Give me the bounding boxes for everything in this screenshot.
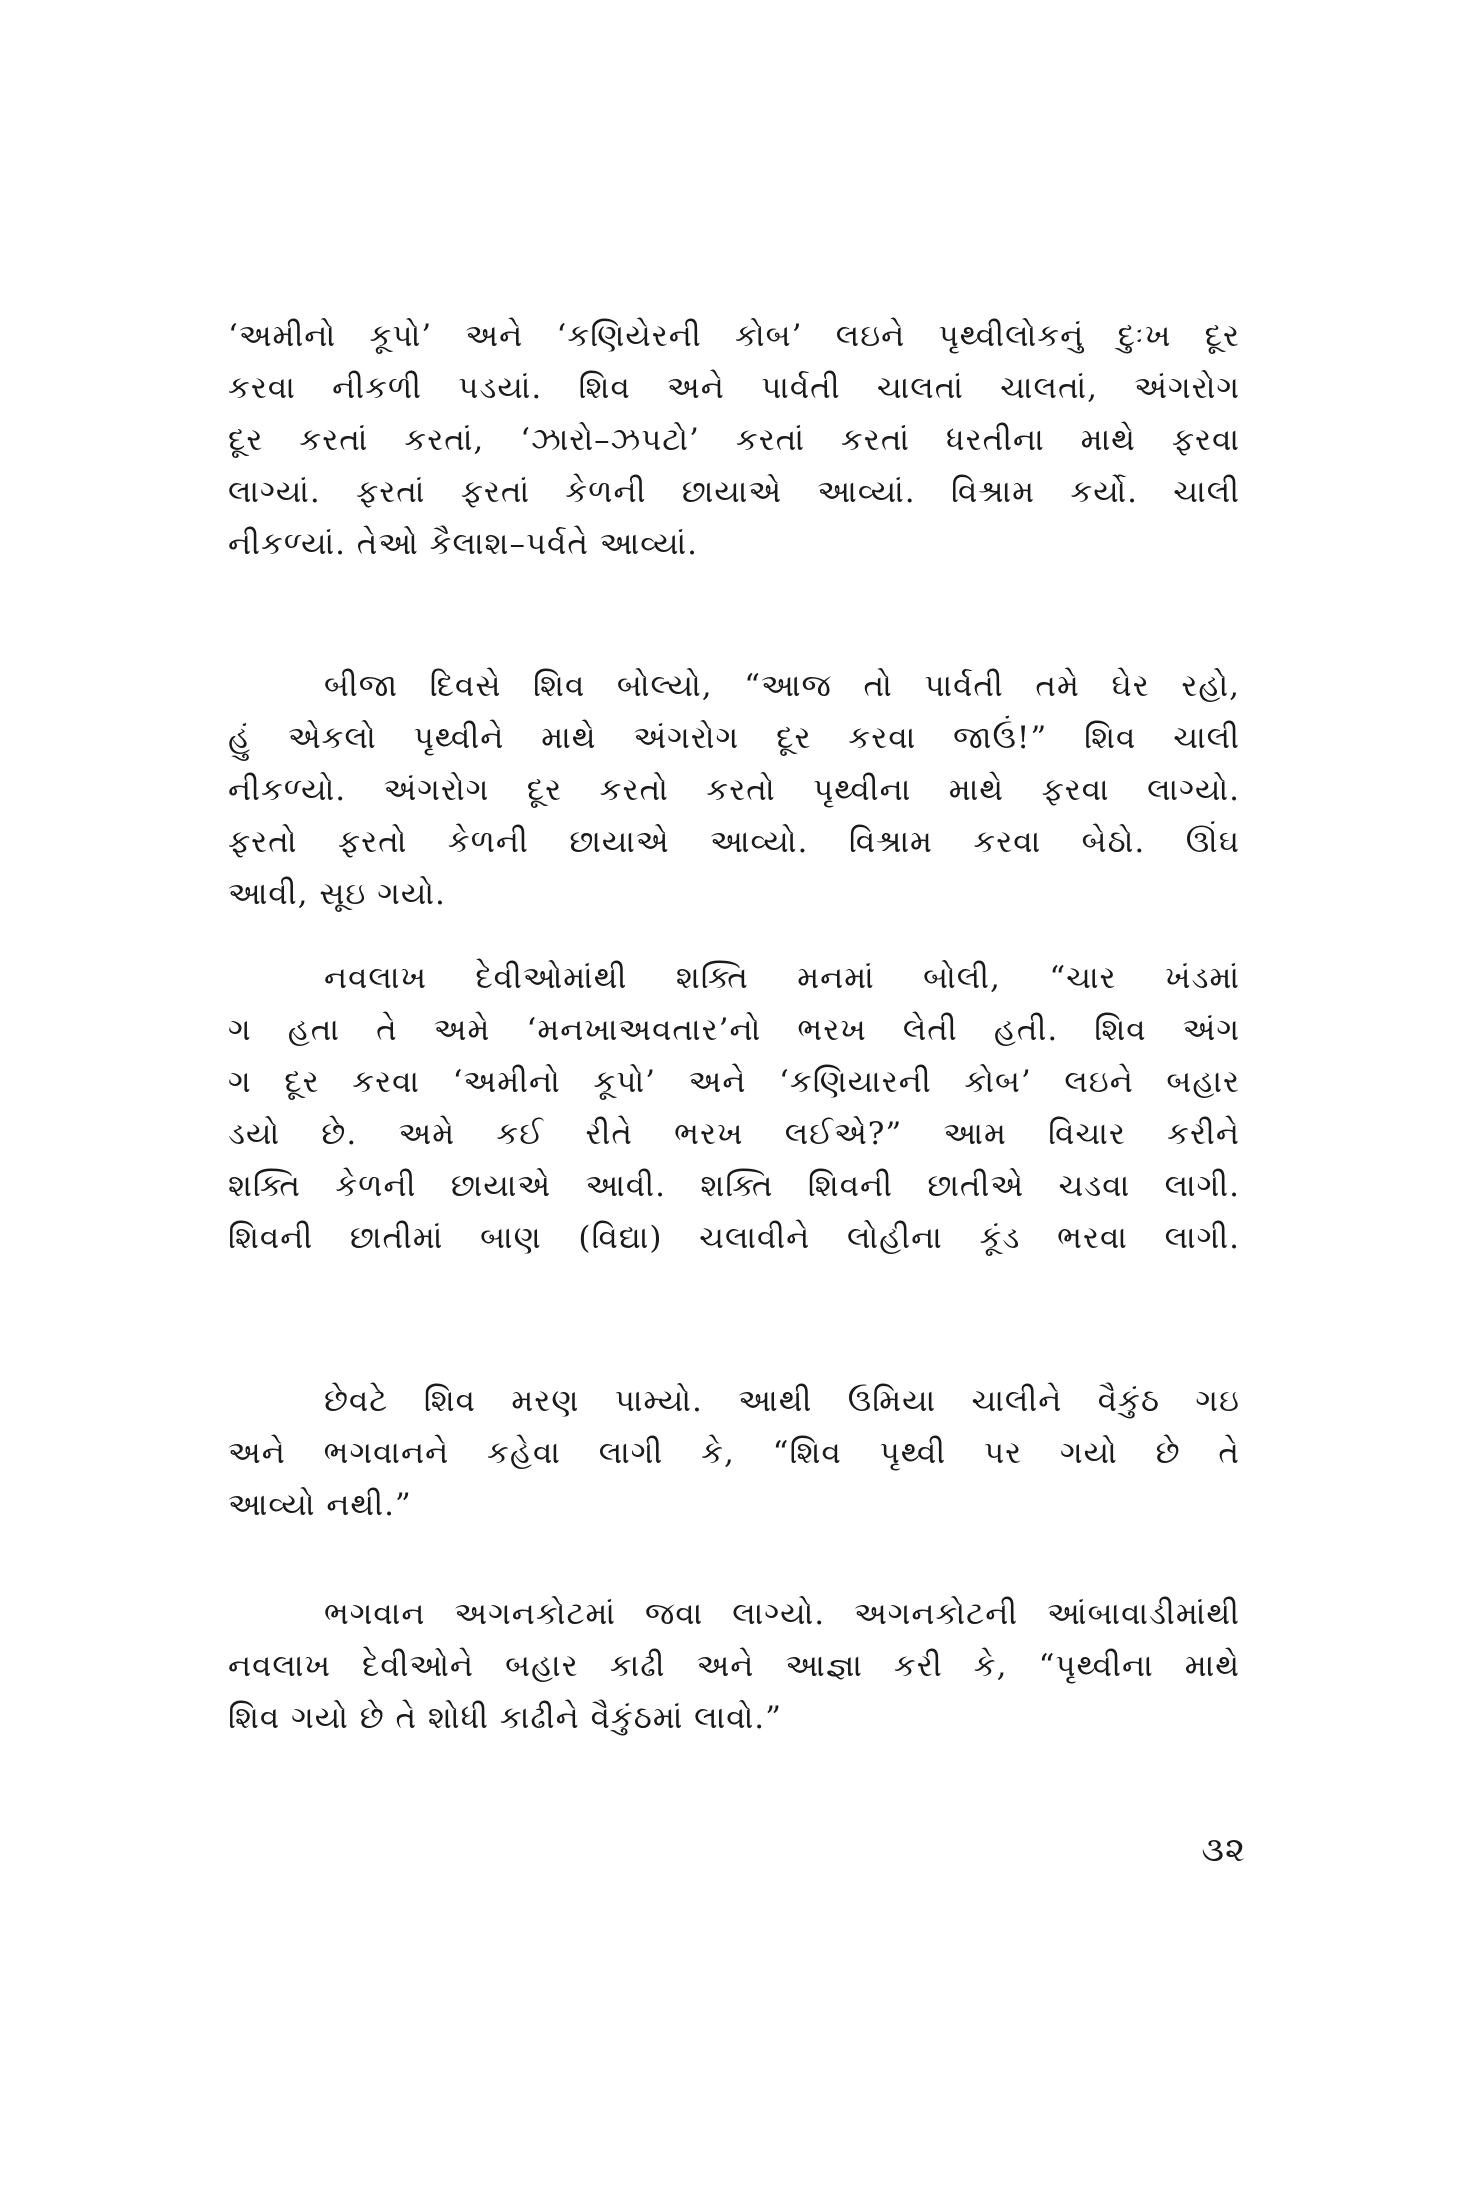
paragraph-line: ફરતો ફરતો કેળની છાયાએ આવ્યો. વિશ્રામ કરવા બેઠો. ઊંઘ	[228, 824, 1240, 860]
paragraph-line: દૂર કરતાં કરતાં, ‘ઝારો–ઝપટો’ કરતાં કરતાં ધરતીના માથે ફરવા	[228, 422, 1240, 458]
paragraph-line: આવ્યો નથી.”	[228, 1487, 412, 1523]
page-number: ૩૨	[1201, 1830, 1246, 1870]
paragraph-2	[228, 660, 1240, 920]
paragraph-3	[228, 952, 1240, 1264]
paragraph-4	[228, 1375, 1240, 1531]
paragraph-1	[228, 310, 1240, 570]
paragraph-line: લાગ્યાં. ફરતાં ફરતાં કેળની છાયાએ આવ્યાં. વિશ્રામ કર્યો. ચાલી	[228, 474, 1240, 510]
paragraph-line: અને ભગવાનને કહેવા લાગી કે, “શિવ પૃથ્વી પર ગયો છે તે	[228, 1435, 1240, 1471]
paragraph-line: નીકળ્યો. અંગરોગ દૂર કરતો કરતો પૃથ્વીના માથે ફરવા લાગ્યો.	[228, 772, 1240, 808]
paragraph-line: શક્તિ કેળની છાયાએ આવી. શક્તિ શિવની છાતીએ ચડવા લાગી.	[228, 1168, 1240, 1204]
paragraph-5	[228, 1588, 1240, 1744]
paragraph-line: શિવની છાતીમાં બાણ (વિદ્યા) ચલાવીને લોહીના કૂંડ ભરવા લાગી.	[228, 1220, 1240, 1256]
paragraph-line: કરવા નીકળી પડયાં. શિવ અને પાર્વતી ચાલતાં ચાલતાં, અંગરોગ	[228, 370, 1240, 406]
paragraph-line: નવલાખ દેવીઓને બહાર કાઢી અને આજ્ઞા કરી કે, “પૃથ્વીના માથે	[228, 1648, 1240, 1684]
paragraph-line: ગ દૂર કરવા ‘અમીનો કૂપો’ અને ‘કણિયારની કોબ’ લઇને બહાર	[228, 1064, 1240, 1100]
paragraph-line: નવલાખ દેવીઓમાંથી શક્તિ મનમાં બોલી, “ચાર ખંડમાં	[324, 960, 1240, 996]
paragraph-line: આવી, સૂઇ ગયો.	[228, 876, 446, 912]
paragraph-line: ગ હતા તે અમે ‘મનખાઅવતાર’નો ભરખ લેતી હતી. શિવ અંગ	[228, 1012, 1240, 1048]
paragraph-line: ‘અમીનો કૂપો’ અને ‘કણિયેરની કોબ’ લઇને પૃથ્વીલોકનું દુઃખ દૂર	[228, 318, 1240, 354]
paragraph-line: શિવ ગયો છે તે શોધી કાઢીને વૈકુંઠમાં લાવો.”	[228, 1700, 782, 1736]
paragraph-line: હું એકલો પૃથ્વીને માથે અંગરોગ દૂર કરવા જાઉં!” શિવ ચાલી	[228, 720, 1240, 756]
paragraph-line: ડયો છે. અમે કઈ રીતે ભરખ લઈએ?” આમ વિચાર કરીને	[228, 1116, 1240, 1152]
paragraph-line: બીજા દિવસે શિવ બોલ્યો, “આજ તો પાર્વતી તમે ઘેર રહો,	[324, 668, 1240, 704]
paragraph-line: નીકળ્યાં. તેઓ કૈલાશ–પર્વતે આવ્યાં.	[228, 526, 698, 562]
paragraph-line: છેવટે શિવ મરણ પામ્યો. આથી ઉમિયા ચાલીને વૈકુંઠ ગઇ	[324, 1383, 1240, 1419]
paragraph-line: ભગવાન અગનકોટમાં જવા લાગ્યો. અગનકોટની આંબાવાડીમાંથી	[324, 1596, 1240, 1632]
